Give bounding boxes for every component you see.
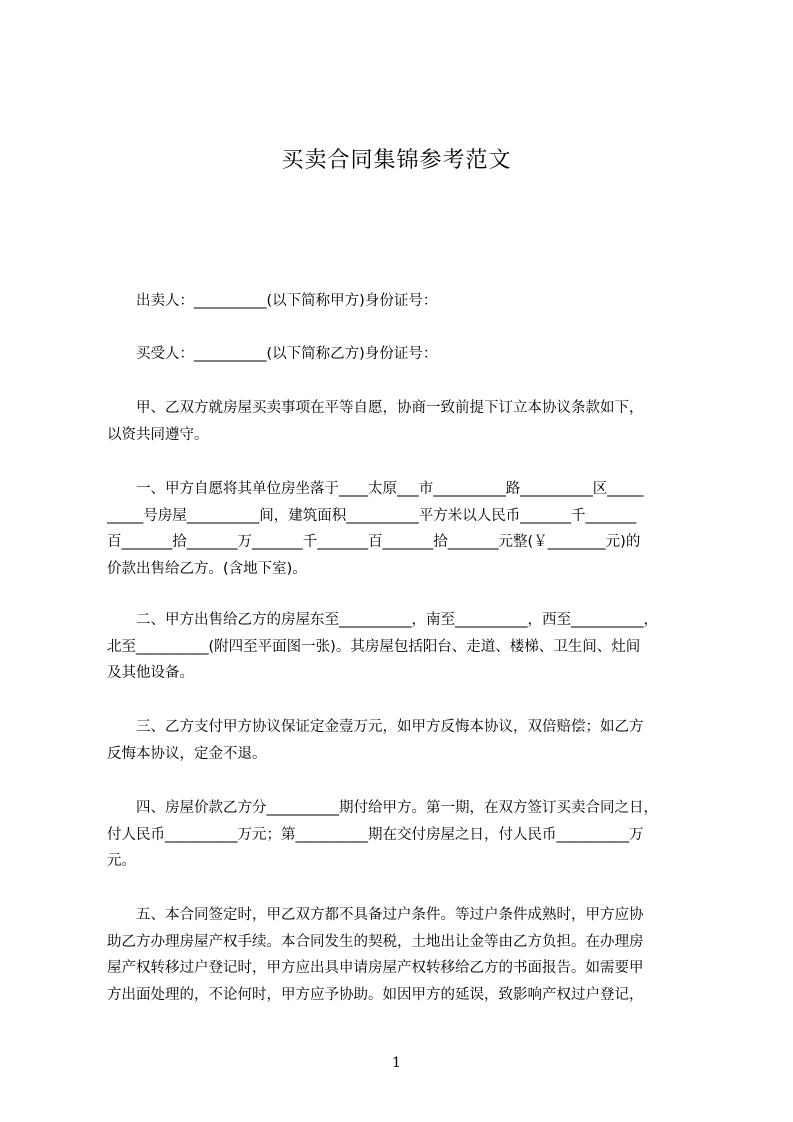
clause-2-paragraph xyxy=(107,607,699,687)
clause-1-paragraph xyxy=(107,476,699,582)
paragraph-line: 三、乙方支付甲方协议保证定金壹万元，如甲方反悔本协议，双倍赔偿；如乙方 xyxy=(136,719,644,735)
clause-4-paragraph xyxy=(107,795,699,875)
paragraph-line: 价款出售给乙方。(含地下室)。 xyxy=(107,560,307,577)
page-number: 1 xyxy=(392,1055,401,1071)
paragraph-line: 及其他设备。 xyxy=(107,665,194,681)
paragraph-line: 五、本合同签定时，甲乙双方都不具备过户条件。等过户条件成熟时，甲方应协 xyxy=(136,907,644,923)
paragraph-line: 出卖人：__________(以下简称甲方)身份证号： xyxy=(136,293,438,309)
buyer-paragraph xyxy=(107,341,699,368)
paragraph-line: 助乙方办理房屋产权手续。本合同发生的契税，土地出让金等由乙方负担。在办理房 xyxy=(107,933,644,950)
document-title: 买卖合同集锦参考范文 xyxy=(281,148,512,173)
clause-3-paragraph xyxy=(107,714,699,767)
seller-paragraph xyxy=(107,288,699,315)
paragraph-line: 元。 xyxy=(107,853,136,869)
paragraph-line: 甲、乙双方就房屋买卖事项在平等自愿，协商一致前提下订立本协议条款如下， xyxy=(136,400,644,416)
paragraph-line: 四、房屋价款乙方分__________期付给甲方。第一期，在双方签订买卖合同之日， xyxy=(136,800,658,816)
paragraph-line: 付人民币__________万元；第__________期在交付房屋之日，付人民币__________万 xyxy=(107,826,644,843)
paragraph-line: _____号房屋__________间，建筑面积__________平方米以人民币_______千_______ xyxy=(107,507,637,524)
paragraph-line: 方出面处理的，不论何时，甲方应予协助。如因甲方的延误，致影响产权过户登记， xyxy=(107,986,644,1003)
preamble-paragraph xyxy=(107,395,699,448)
paragraph-line: 一、甲方自愿将其单位房坐落于____太原___市__________路__________区_____ xyxy=(136,481,644,497)
paragraph-line: 二、甲方出售给乙方的房屋东至__________，南至__________，西至__________， xyxy=(136,612,658,628)
paragraph-line: 屋产权转移过户登记时，甲方应出具申请房屋产权转移给乙方的书面报告。如需要甲 xyxy=(107,960,644,976)
clause-5-paragraph xyxy=(107,902,699,1008)
paragraph-line: 百_______拾_______万_______千_______百_______拾_______元整(￥________元)的 xyxy=(107,534,641,550)
paragraph-line: 反悔本协议，定金不退。 xyxy=(107,745,267,762)
paragraph-line: 以资共同遵守。 xyxy=(107,426,209,443)
paragraph-line: 买受人：__________(以下简称乙方)身份证号： xyxy=(136,346,438,362)
paragraph-line: 北至__________(附四至平面图一张)。其房屋包括阳台、走道、楼梯、卫生间、灶间 xyxy=(107,638,641,655)
